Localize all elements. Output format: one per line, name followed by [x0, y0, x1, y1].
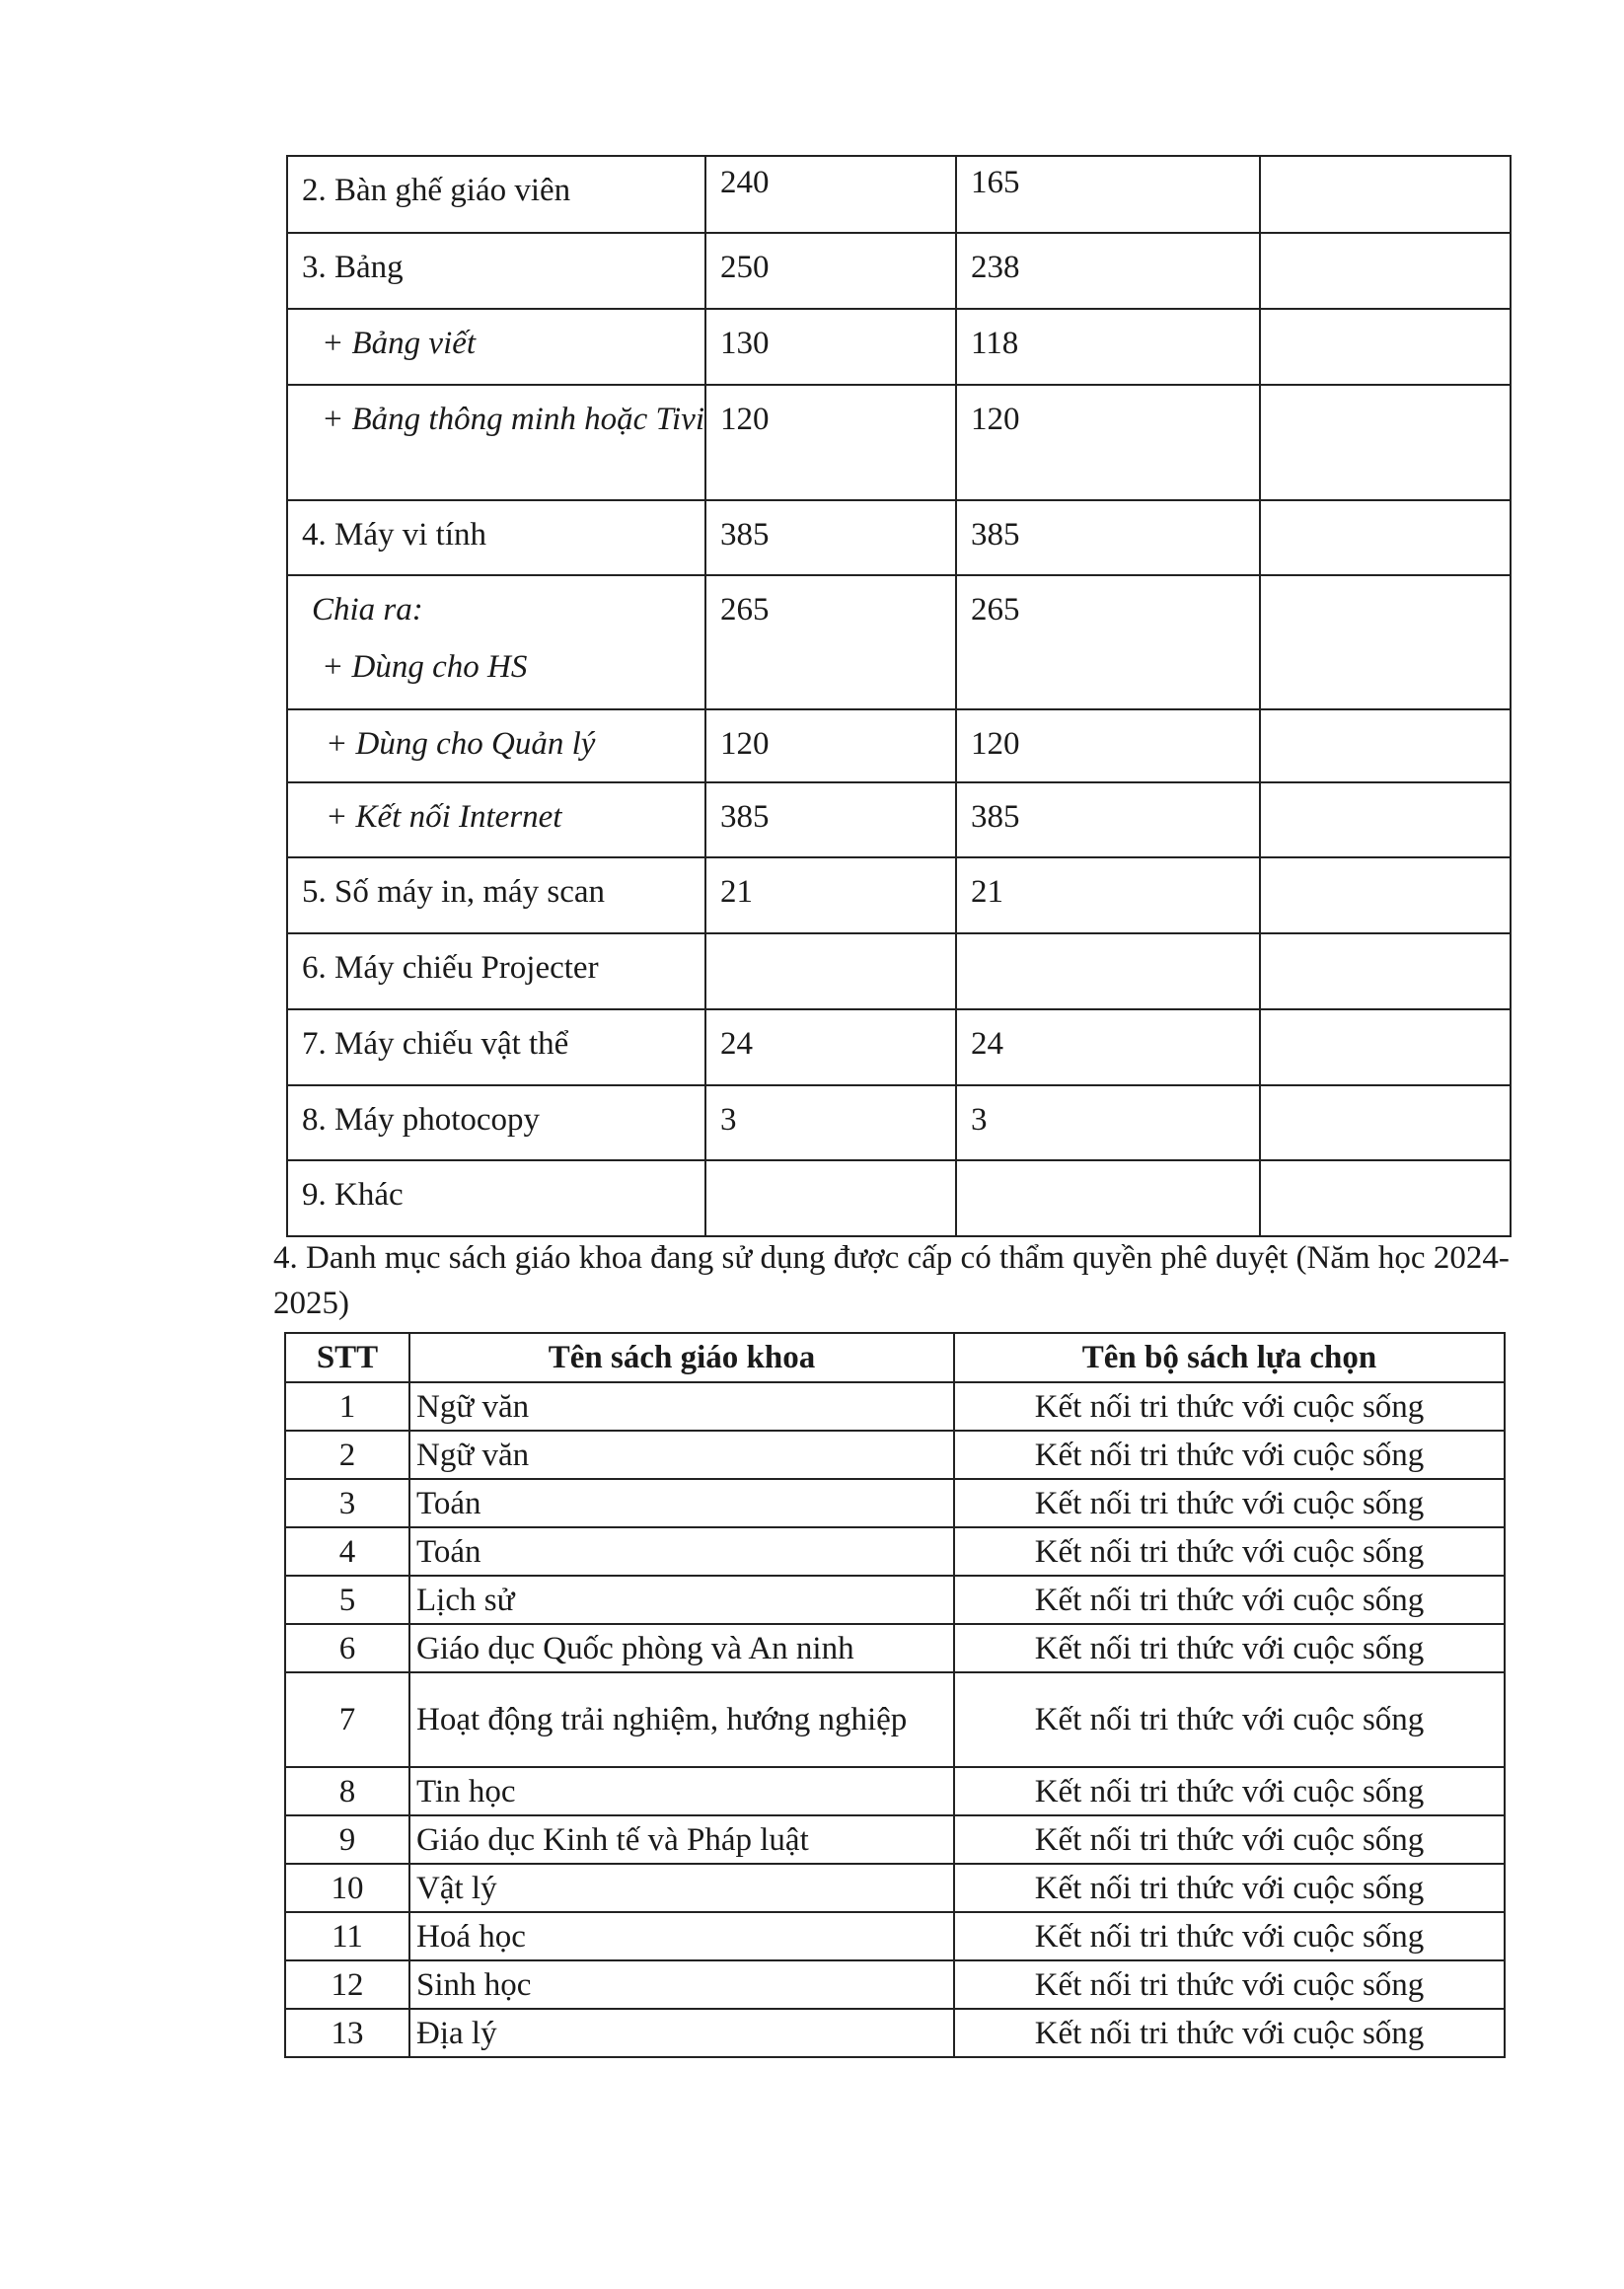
equipment-row	[287, 782, 1511, 857]
book-stt: 10	[285, 1864, 409, 1912]
equipment-note	[1260, 156, 1511, 233]
book-series: Kết nối tri thức với cuộc sống	[954, 1431, 1505, 1479]
book-series: Kết nối tri thức với cuộc sống	[954, 1527, 1505, 1576]
equipment-meeting: 3	[956, 1085, 1260, 1160]
equipment-meeting: 21	[956, 857, 1260, 933]
book-series: Kết nối tri thức với cuộc sống	[954, 1815, 1505, 1864]
book-series: Kết nối tri thức với cuộc sống	[954, 1479, 1505, 1527]
textbook-table	[284, 1332, 1506, 2058]
book-series: Kết nối tri thức với cuộc sống	[954, 1864, 1505, 1912]
equipment-note	[1260, 385, 1511, 500]
book-series: Kết nối tri thức với cuộc sống	[954, 1624, 1505, 1672]
equipment-row	[287, 709, 1511, 782]
book-name: Ngữ văn	[409, 1382, 954, 1431]
book-stt: 4	[285, 1527, 409, 1576]
textbook-row	[285, 1960, 1505, 2009]
equipment-label: + Bảng thông minh hoặc Tivi	[322, 402, 705, 437]
equipment-row	[287, 500, 1511, 575]
equipment-total: 120	[705, 709, 956, 782]
book-name: Địa lý	[409, 2009, 954, 2057]
book-name: Toán	[409, 1527, 954, 1576]
equipment-label: + Dùng cho Quản lý	[326, 726, 596, 762]
section-heading: 4. Danh mục sách giáo khoa đang sử dụng được cấp có thẩm quyền phê duyệt (Năm học 2024-2025)	[273, 1240, 1510, 1321]
textbook-row	[285, 1624, 1505, 1672]
equipment-row	[287, 156, 1511, 233]
book-stt: 6	[285, 1624, 409, 1672]
header-stt: STT	[285, 1333, 409, 1382]
equipment-meeting: 120	[956, 385, 1260, 500]
book-name: Tin học	[409, 1767, 954, 1815]
book-stt: 1	[285, 1382, 409, 1431]
equipment-meeting: 165	[956, 156, 1260, 233]
book-name: Vật lý	[409, 1864, 954, 1912]
equipment-label: 5. Số máy in, máy scan	[287, 857, 705, 933]
equipment-row	[287, 857, 1511, 933]
book-stt: 8	[285, 1767, 409, 1815]
equipment-total: 240	[705, 156, 956, 233]
equipment-row	[287, 933, 1511, 1009]
book-name: Lịch sử	[409, 1576, 954, 1624]
equipment-note	[1260, 857, 1511, 933]
equipment-total: 120	[705, 385, 956, 500]
book-name: Hoá học	[409, 1912, 954, 1960]
equipment-total: 385	[705, 782, 956, 857]
book-name: Giáo dục Kinh tế và Pháp luật	[409, 1815, 954, 1864]
book-stt: 5	[285, 1576, 409, 1624]
equipment-meeting: 238	[956, 233, 1260, 309]
book-series: Kết nối tri thức với cuộc sống	[954, 1672, 1505, 1767]
equipment-note	[1260, 233, 1511, 309]
equipment-note	[1260, 933, 1511, 1009]
equipment-note	[1260, 709, 1511, 782]
book-series: Kết nối tri thức với cuộc sống	[954, 1960, 1505, 2009]
equipment-meeting: 385	[956, 500, 1260, 575]
textbook-row	[285, 1479, 1505, 1527]
equipment-row	[287, 309, 1511, 385]
book-series: Kết nối tri thức với cuộc sống	[954, 2009, 1505, 2057]
equipment-label: + Kết nối Internet	[326, 799, 562, 835]
equipment-meeting	[956, 1160, 1260, 1236]
equipment-row	[287, 385, 1511, 500]
textbook-row	[285, 1431, 1505, 1479]
equipment-label: 6. Máy chiếu Projecter	[287, 933, 705, 1009]
equipment-meeting: 120	[956, 709, 1260, 782]
book-name: Toán	[409, 1479, 954, 1527]
textbook-row	[285, 1382, 1505, 1431]
book-stt: 9	[285, 1815, 409, 1864]
equipment-table	[286, 155, 1512, 1237]
book-stt: 11	[285, 1912, 409, 1960]
equipment-total	[705, 1160, 956, 1236]
textbook-row	[285, 1864, 1505, 1912]
textbook-row	[285, 2009, 1505, 2057]
book-stt: 2	[285, 1431, 409, 1479]
textbook-row	[285, 1576, 1505, 1624]
equipment-note	[1260, 1160, 1511, 1236]
equipment-row	[287, 233, 1511, 309]
equipment-meeting: 118	[956, 309, 1260, 385]
header-book-name: Tên sách giáo khoa	[409, 1333, 954, 1382]
equipment-label: 8. Máy photocopy	[287, 1085, 705, 1160]
equipment-meeting	[956, 933, 1260, 1009]
equipment-sublabel: + Dùng cho HS	[322, 649, 528, 685]
book-series: Kết nối tri thức với cuộc sống	[954, 1767, 1505, 1815]
equipment-total: 250	[705, 233, 956, 309]
equipment-row	[287, 1085, 1511, 1160]
equipment-meeting: 385	[956, 782, 1260, 857]
equipment-label: Chia ra:	[312, 592, 423, 628]
book-stt: 13	[285, 2009, 409, 2057]
book-series: Kết nối tri thức với cuộc sống	[954, 1912, 1505, 1960]
textbook-row	[285, 1767, 1505, 1815]
equipment-total: 130	[705, 309, 956, 385]
book-name: Sinh học	[409, 1960, 954, 2009]
book-series: Kết nối tri thức với cuộc sống	[954, 1382, 1505, 1431]
equipment-total: 21	[705, 857, 956, 933]
book-stt: 7	[285, 1672, 409, 1767]
book-name: Hoạt động trải nghiệm, hướng nghiệp	[409, 1672, 954, 1767]
equipment-row	[287, 1009, 1511, 1085]
equipment-label: 2. Bàn ghế giáo viên	[287, 156, 705, 233]
book-series: Kết nối tri thức với cuộc sống	[954, 1576, 1505, 1624]
equipment-note	[1260, 1085, 1511, 1160]
equipment-total: 385	[705, 500, 956, 575]
equipment-note	[1260, 500, 1511, 575]
equipment-row	[287, 1160, 1511, 1236]
equipment-note	[1260, 1009, 1511, 1085]
equipment-note	[1260, 309, 1511, 385]
equipment-label: + Bảng viết	[322, 326, 477, 361]
equipment-meeting: 265	[956, 575, 1260, 709]
equipment-label: 3. Bảng	[287, 233, 705, 309]
textbook-row	[285, 1815, 1505, 1864]
equipment-note	[1260, 575, 1511, 709]
equipment-label: 9. Khác	[287, 1160, 705, 1236]
equipment-meeting: 24	[956, 1009, 1260, 1085]
book-name: Ngữ văn	[409, 1431, 954, 1479]
equipment-row	[287, 575, 1511, 709]
equipment-label: 7. Máy chiếu vật thể	[287, 1009, 705, 1085]
equipment-label: 4. Máy vi tính	[287, 500, 705, 575]
equipment-total: 24	[705, 1009, 956, 1085]
equipment-total: 265	[705, 575, 956, 709]
equipment-note	[1260, 782, 1511, 857]
equipment-total: 3	[705, 1085, 956, 1160]
equipment-total	[705, 933, 956, 1009]
textbook-row	[285, 1912, 1505, 1960]
textbook-row	[285, 1672, 1505, 1767]
textbook-row	[285, 1527, 1505, 1576]
book-name: Giáo dục Quốc phòng và An ninh	[409, 1624, 954, 1672]
header-series: Tên bộ sách lựa chọn	[954, 1333, 1505, 1382]
book-stt: 12	[285, 1960, 409, 2009]
textbook-header-row	[285, 1333, 1505, 1382]
book-stt: 3	[285, 1479, 409, 1527]
